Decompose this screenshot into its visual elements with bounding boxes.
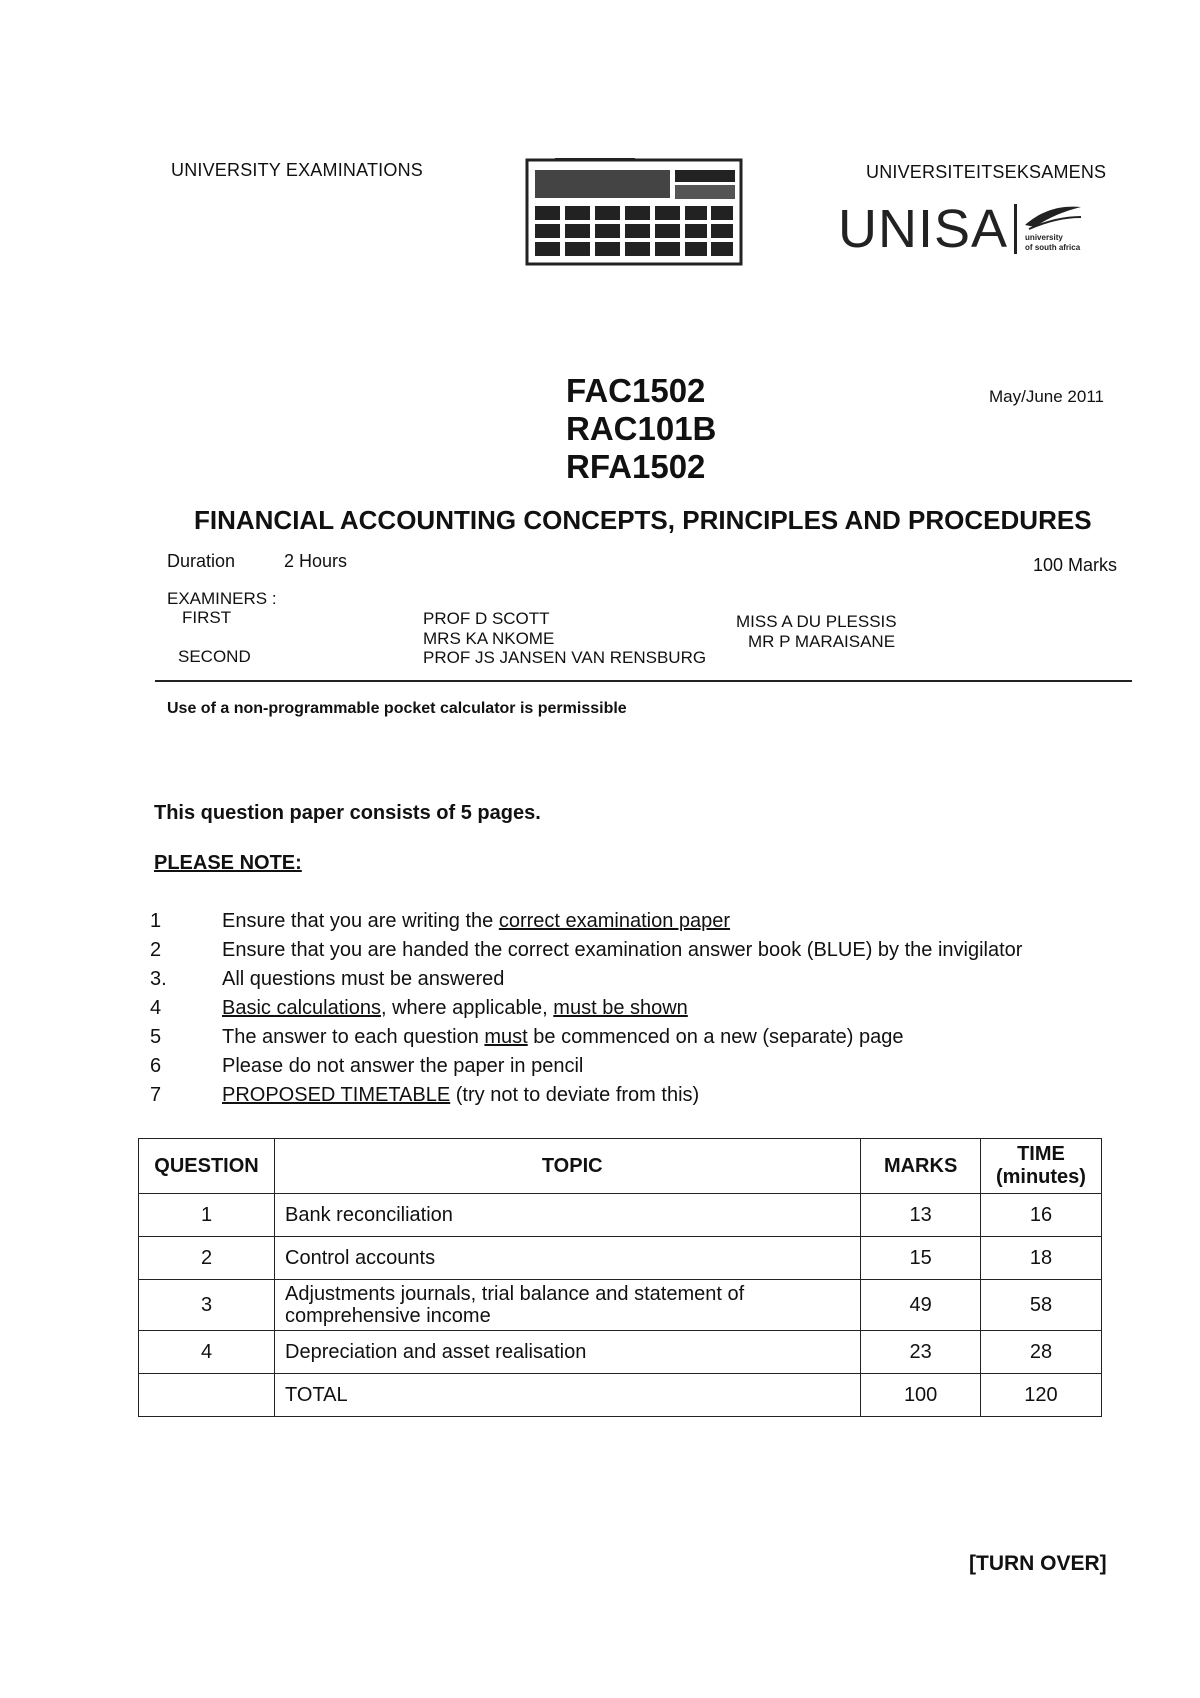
table-row [139,1280,1102,1331]
note-emphasis: Basic calculations [222,997,381,1019]
list-item [150,909,1150,938]
cell-marks: 100 [861,1374,981,1417]
examiner-name: MR P MARAISANE [748,632,896,651]
total-marks: 100 Marks [1033,555,1118,575]
note-emphasis: PROPOSED TIMETABLE [222,1084,451,1106]
table-row [139,1194,1102,1237]
examiner-name: MRS KA NKOME [423,629,555,648]
examiners-label: EXAMINERS : [167,589,277,608]
exam-title: FINANCIAL ACCOUNTING CONCEPTS, PRINCIPLES AND PROCEDURES [194,505,1092,535]
time-header-line: TIME [1017,1143,1065,1165]
list-item-number: 6 [150,1055,162,1077]
list-item-number: 3. [150,968,167,990]
cell-topic: TOTAL [275,1374,861,1417]
note-emphasis: must [484,1026,528,1048]
note-text: The answer to each question [222,1026,485,1048]
timetable [138,1138,1102,1417]
cell-question: 4 [139,1331,275,1374]
logo-emblem [1023,203,1083,255]
logo-sub-university: university [1025,233,1063,242]
examiner-name: PROF JS JANSEN VAN RENSBURG [423,648,707,667]
note-text: (try not to deviate from this) [450,1084,700,1106]
cell-marks: 15 [861,1237,981,1280]
cell-time: 16 [980,1194,1101,1237]
note-text: be commenced on a new (separate) page [527,1026,904,1048]
cell-marks: 23 [861,1331,981,1374]
note-text: Ensure that you are handed the correct examination answer book (BLUE) by the invigilator [222,939,1023,961]
list-item-number: 2 [150,939,162,961]
table-row [139,1237,1102,1280]
instructions-list [150,909,1150,1112]
exam-date: May/June 2011 [989,387,1104,406]
cell-time: 28 [980,1331,1101,1374]
header-left-label: UNIVERSITY EXAMINATIONS [171,160,423,180]
cell-topic: Control accounts [275,1237,861,1280]
exam-codes [566,372,716,486]
cell-marks: 13 [861,1194,981,1237]
cell-time: 58 [980,1280,1101,1331]
list-item [150,996,1150,1025]
exam-code: RAC101B [566,410,717,447]
table-total-row [139,1374,1102,1417]
unisa-logo [838,198,1083,260]
cell-topic: Bank reconciliation [275,1194,861,1237]
cell-time: 120 [980,1374,1101,1417]
list-item [150,1025,1150,1054]
calculator-note: Use of a non-programmable pocket calculator is permissible [167,700,627,717]
note-text: Ensure that you are writing the [222,910,499,932]
examiner-name: MISS A DU PLESSIS [736,612,897,631]
list-item-number: 4 [150,997,162,1019]
cell-time: 18 [980,1237,1101,1280]
note-emphasis: correct examination paper [498,910,731,932]
column-header-marks: MARKS [861,1139,981,1194]
examiners-first-label: FIRST [182,608,232,627]
column-header-question: QUESTION [139,1139,275,1194]
note-text: Please do not answer the paper in pencil [222,1055,584,1077]
list-item [150,1083,1150,1112]
cell-marks: 49 [861,1280,981,1331]
cell-topic: Depreciation and asset realisation [275,1331,861,1374]
calculator-icon [525,158,743,266]
cell-question: 1 [139,1194,275,1237]
list-item [150,967,1150,996]
table-header-row [139,1139,1102,1194]
header-right-label: UNIVERSITEITSEKSAMENS [866,162,1107,182]
exam-code: RFA1502 [566,448,706,485]
logo-sub-south-africa: of south africa [1025,243,1081,252]
list-item-number: 5 [150,1026,162,1048]
note-text: , where applicable, [380,997,554,1019]
column-header-time [980,1139,1101,1194]
pages-note: This question paper consists of 5 pages. [154,802,541,824]
cell-topic: Adjustments journals, trial balance and statement of comprehensive income [275,1280,861,1331]
list-item [150,938,1150,967]
cell-question: 2 [139,1237,275,1280]
list-item [150,1054,1150,1083]
horizontal-rule [155,680,1132,682]
cell-question: 3 [139,1280,275,1331]
exam-code: FAC1502 [566,372,706,409]
note-emphasis: must be shown [553,997,688,1019]
duration-value: 2 Hours [284,551,348,571]
list-item-number: 7 [150,1084,162,1106]
logo-divider [1014,204,1017,254]
cell-question [139,1374,275,1417]
table-row [139,1331,1102,1374]
please-note-heading: PLEASE NOTE: [154,852,302,874]
duration-label: Duration [167,551,236,571]
examiner-name: PROF D SCOTT [423,609,550,628]
time-header-line: (minutes) [995,1166,1086,1188]
note-text: All questions must be answered [222,968,505,990]
wing-icon [1023,203,1083,233]
examiners-second-label: SECOND [178,647,251,666]
list-item-number: 1 [150,910,162,932]
turn-over-label: [TURN OVER] [969,1552,1107,1575]
unisa-wordmark: UNISA [838,199,1009,259]
column-header-topic: TOPIC [275,1139,861,1194]
